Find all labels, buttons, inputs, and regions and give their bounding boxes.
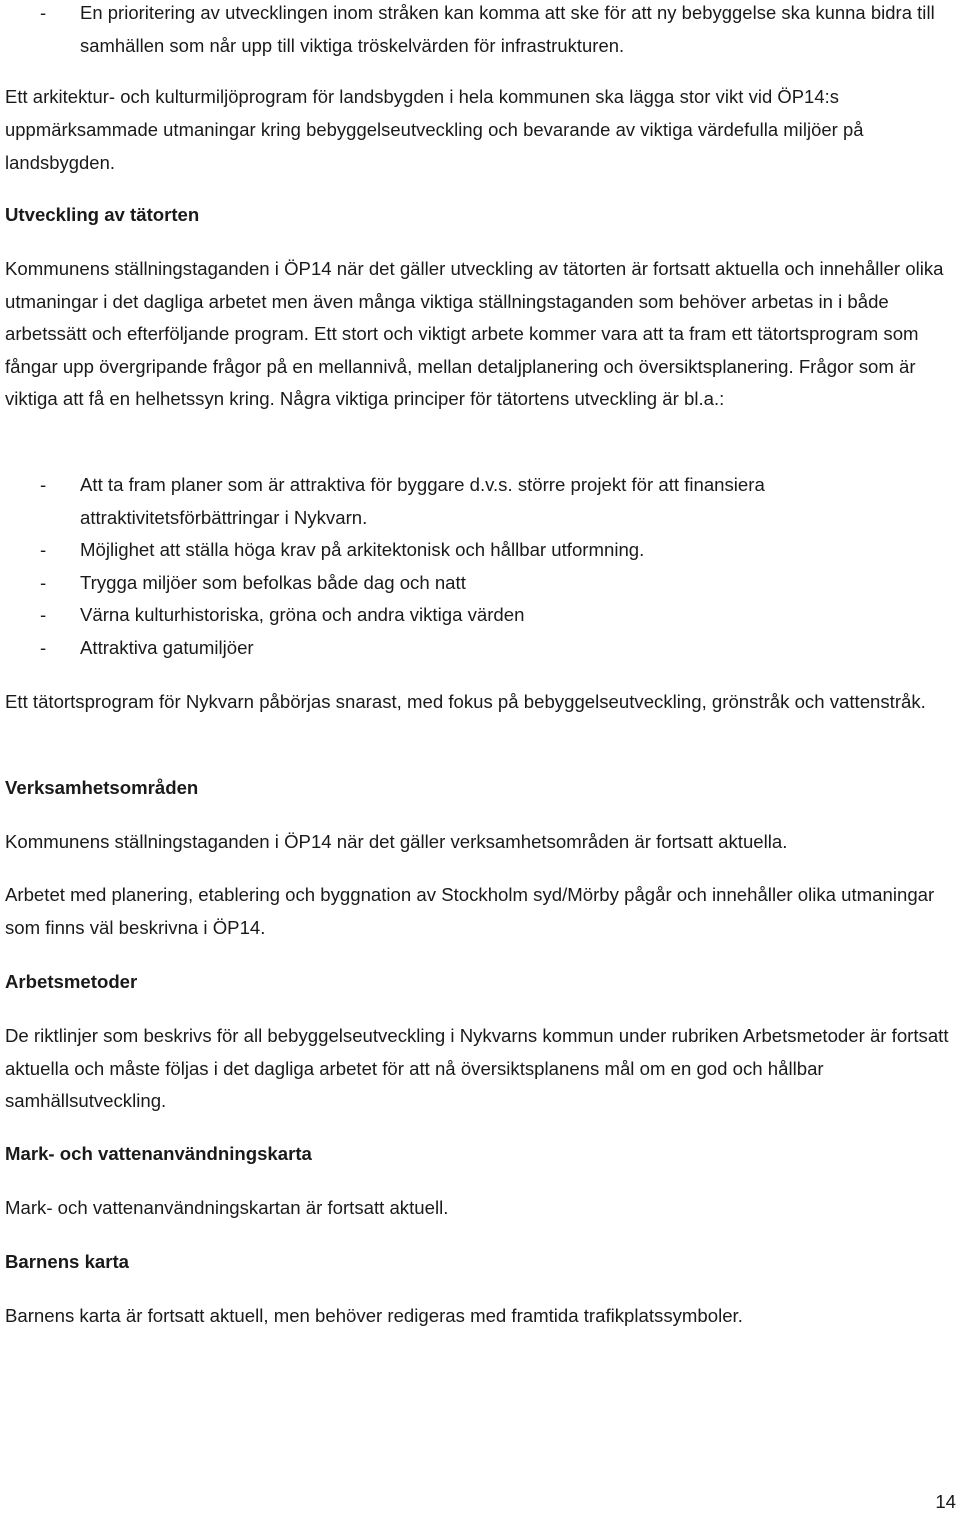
barnens-paragraph: Barnens karta är fortsatt aktuell, men behöver redigeras med framtida trafikplatssymboler. <box>5 1305 743 1326</box>
tatorten-principles-list <box>0 469 950 665</box>
tatorten-closing-paragraph: Ett tätortsprogram för Nykvarn påbörjas snarast, med fokus på bebyggelseutveckling, grönstråk och vattenstråk. <box>5 691 926 712</box>
list-item-text: Trygga miljöer som befolkas både dag och natt <box>80 571 466 593</box>
tatorten-paragraph: Kommunens ställningstaganden i ÖP14 när det gäller utveckling av tätorten är fortsatt aktuella och innehåller olika utmaningar i det dagliga arbetet men även många viktiga ställningstaganden som behöver arbetas in i både arbetssätt och efterföljande program. Ett stort och viktigt arbete kommer vara att ta fram ett tätortsprogram som fångar upp övergripande frågor på en mellannivå, mellan detaljplanering och översiktsplanering. Frågor som är viktiga att få en helhetssyn kring. Några viktiga principer för tätortens utveckling är bl.a.: <box>5 258 944 410</box>
dash-marker: - <box>40 636 47 658</box>
list-item-text: En prioritering av utvecklingen inom stråken kan komma att ske för att ny bebyggelse ska kunna bidra till samhällen som når upp till viktiga tröskelvärden för infrastrukturen. <box>80 2 935 57</box>
list-item <box>0 567 950 600</box>
list-item-text: Möjlighet att ställa höga krav på arkitektonisk och hållbar utformning. <box>80 539 645 561</box>
markvatten-paragraph: Mark- och vattenanvändningskartan är fortsatt aktuell. <box>5 1197 449 1218</box>
list-item <box>0 599 950 632</box>
dash-marker: - <box>40 571 47 593</box>
dash-marker: - <box>40 2 47 23</box>
dash-marker: - <box>40 539 47 561</box>
page-number: 14 <box>935 1491 956 1512</box>
heading-verksamhet: Verksamhetsområden <box>5 777 199 798</box>
heading-arbetsmetoder: Arbetsmetoder <box>5 971 138 992</box>
list-item <box>0 0 950 62</box>
heading-barnens: Barnens karta <box>5 1251 130 1272</box>
list-item-text: Värna kulturhistoriska, gröna och andra viktiga värden <box>80 604 525 626</box>
list-item <box>0 632 950 665</box>
heading-tatorten: Utveckling av tätorten <box>5 204 200 225</box>
arbetsmetoder-paragraph: De riktlinjer som beskrivs för all bebyggelseutveckling i Nykvarns kommun under rubriken Arbetsmetoder är fortsatt aktuella och måste följas i det dagliga arbetet för att nå översiktsplanens mål om en god och hållbar samhällsutveckling. <box>5 1025 949 1112</box>
list-item <box>0 469 950 534</box>
verksamhet-paragraph-1: Kommunens ställningstaganden i ÖP14 när det gäller verksamhetsområden är fortsatt aktuella. <box>5 831 788 852</box>
list-item <box>0 534 950 567</box>
intro-bullet-list <box>0 0 950 62</box>
dash-marker: - <box>40 604 47 626</box>
list-item-text: Att ta fram planer som är attraktiva för byggare d.v.s. större projekt för att finansiera attraktivitetsförbättringar i Nykvarn. <box>80 474 765 528</box>
verksamhet-paragraph-2: Arbetet med planering, etablering och byggnation av Stockholm syd/Mörby pågår och innehåller olika utmaningar som finns väl beskrivna i ÖP14. <box>5 884 935 938</box>
dash-marker: - <box>40 474 47 495</box>
list-item-text: Attraktiva gatumiljöer <box>80 636 254 658</box>
arkitektur-paragraph: Ett arkitektur- och kulturmiljöprogram för landsbygden i hela kommunen ska lägga stor vikt vid ÖP14:s uppmärksammade utmaningar kring bebyggelseutveckling och bevarande av viktiga värdefulla miljöer på landsbygden. <box>5 86 864 174</box>
heading-markvatten: Mark- och vattenanvändningskarta <box>5 1143 312 1164</box>
